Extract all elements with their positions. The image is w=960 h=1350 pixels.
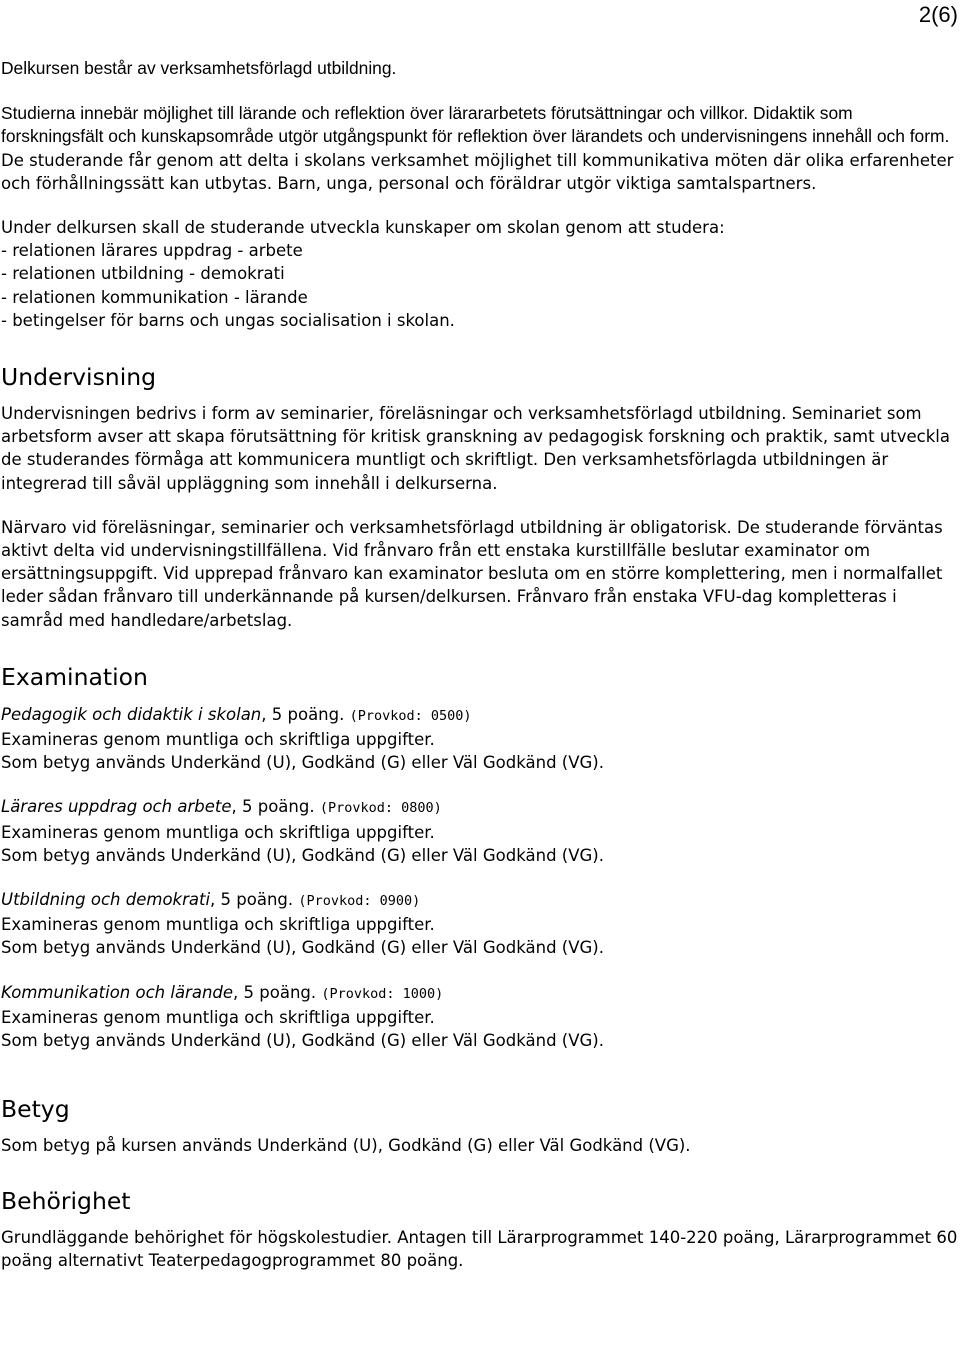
examination-item-grading: Som betyg används Underkänd (U), Godkänd (G) eller Väl Godkänd (VG). bbox=[1, 753, 604, 773]
study-focus-list bbox=[1, 216, 959, 332]
examination-item-name: Utbildning och demokrati bbox=[1, 890, 211, 910]
study-focus-item: - relationen kommunikation - lärande bbox=[1, 287, 308, 307]
study-focus-item: - relationen lärares uppdrag - arbete bbox=[1, 241, 303, 261]
examination-item-code: (Provkod: 0800) bbox=[319, 800, 442, 817]
examination-item-grading: Som betyg används Underkänd (U), Godkänd (G) eller Väl Godkänd (VG). bbox=[1, 938, 604, 958]
examination-item-code: (Provkod: 0500) bbox=[349, 707, 472, 724]
undervisning-paragraph: Undervisningen bedrivs i form av seminarier, föreläsningar och verksamhetsförlagd utbildning. Seminariet som arbetsform avser att skapa förutsättning för kritisk granskning av pedagogisk forskning och praktik, samt utveckla de studerandes förmåga att kommunicera muntligt och skriftligt. Den verksamhetsförlagda utbildningen är integrerad till såväl uppläggning som innehåll i delkurserna. bbox=[1, 404, 950, 493]
examination-item-title bbox=[1, 703, 959, 728]
examination-item-grading: Som betyg används Underkänd (U), Godkänd (G) eller Väl Godkänd (VG). bbox=[1, 845, 604, 865]
section-heading-examination: Examination bbox=[1, 662, 148, 691]
examination-item-code: (Provkod: 1000) bbox=[321, 985, 444, 1002]
examination-item bbox=[1, 703, 959, 775]
examination-item bbox=[1, 888, 959, 960]
examination-item bbox=[1, 795, 959, 867]
study-focus-lead: Under delkursen skall de studerande utveckla kunskaper om skolan genom att studera: bbox=[1, 218, 725, 238]
examination-item-title bbox=[1, 981, 959, 1006]
examination-item-name: Lärares uppdrag och arbete bbox=[1, 797, 232, 817]
examination-item-method: Examineras genom muntliga och skriftliga uppgifter. bbox=[1, 730, 435, 750]
examination-item-name: Kommunikation och lärande bbox=[1, 982, 234, 1002]
intro-line: Delkursen består av verksamhetsförlagd utbildning. bbox=[1, 58, 397, 78]
examination-item-points: , 5 poäng. bbox=[231, 797, 315, 817]
examination-item-grading: Som betyg används Underkänd (U), Godkänd (G) eller Väl Godkänd (VG). bbox=[1, 1031, 604, 1051]
intro-paragraph bbox=[1, 102, 959, 195]
intro-paragraph-text: Studierna innebär möjlighet till lärande och reflektion över lärararbetets förutsättningar och villkor. Didaktik som forskningsfält och kunskapsområde utgör utgångspunkt för reflektion över lärandets och undervisningens innehåll och form. bbox=[1, 103, 950, 147]
examination-item-title bbox=[1, 795, 959, 820]
intro-paragraph-continued: De studerande får genom att delta i skolans verksamhet möjlighet till kommunikativa möten där olika erfarenheter och förhållningssätt kan utbytas. Barn, unga, personal och föräldrar utgör viktiga samtalspartners. bbox=[1, 150, 954, 193]
document-body bbox=[1, 57, 959, 1272]
examination-item bbox=[1, 981, 959, 1053]
section-heading-betyg: Betyg bbox=[1, 1095, 70, 1124]
page-number: 2(6) bbox=[918, 2, 958, 27]
examination-item-code: (Provkod: 0900) bbox=[298, 893, 421, 910]
study-focus-item: - betingelser för barns och ungas socialisation i skolan. bbox=[1, 310, 455, 330]
betyg-text: Som betyg på kursen används Underkänd (U), Godkänd (G) eller Väl Godkänd (VG). bbox=[1, 1136, 691, 1156]
examination-item-method: Examineras genom muntliga och skriftliga uppgifter. bbox=[1, 1007, 435, 1027]
section-heading-behorighet: Behörighet bbox=[1, 1186, 131, 1215]
section-heading-undervisning: Undervisning bbox=[1, 363, 157, 392]
attendance-paragraph: Närvaro vid föreläsningar, seminarier och verksamhetsförlagd utbildning är obligatorisk. De studerande förväntas aktivt delta vid undervisningstillfällena. Vid frånvaro från ett enstaka kurstillfälle beslutar examinator om ersättningsuppgift. Vid upprepad frånvaro kan examinator besluta om en större komplettering, men i normalfallet leder sådan frånvaro till underkännande på kursen/delkursen. Frånvaro från enstaka VFU-dag kompletteras i samråd med handledare/arbetslag. bbox=[1, 517, 943, 630]
examination-list bbox=[1, 703, 959, 1052]
behorighet-text: Grundläggande behörighet för högskolestudier. Antagen till Lärarprogrammet 140-220 poäng, Lärarprogrammet 60 poäng alternativt Teaterpedagogprogrammet 80 poäng. bbox=[1, 1227, 958, 1270]
examination-item-points: , 5 poäng. bbox=[261, 704, 345, 724]
examination-item-points: , 5 poäng. bbox=[210, 890, 294, 910]
study-focus-item: - relationen utbildning - demokrati bbox=[1, 264, 285, 284]
examination-item-title bbox=[1, 888, 959, 913]
examination-item-points: , 5 poäng. bbox=[233, 982, 317, 1002]
examination-item-method: Examineras genom muntliga och skriftliga uppgifter. bbox=[1, 915, 435, 935]
examination-item-method: Examineras genom muntliga och skriftliga uppgifter. bbox=[1, 822, 435, 842]
examination-item-name: Pedagogik och didaktik i skolan bbox=[1, 704, 262, 724]
